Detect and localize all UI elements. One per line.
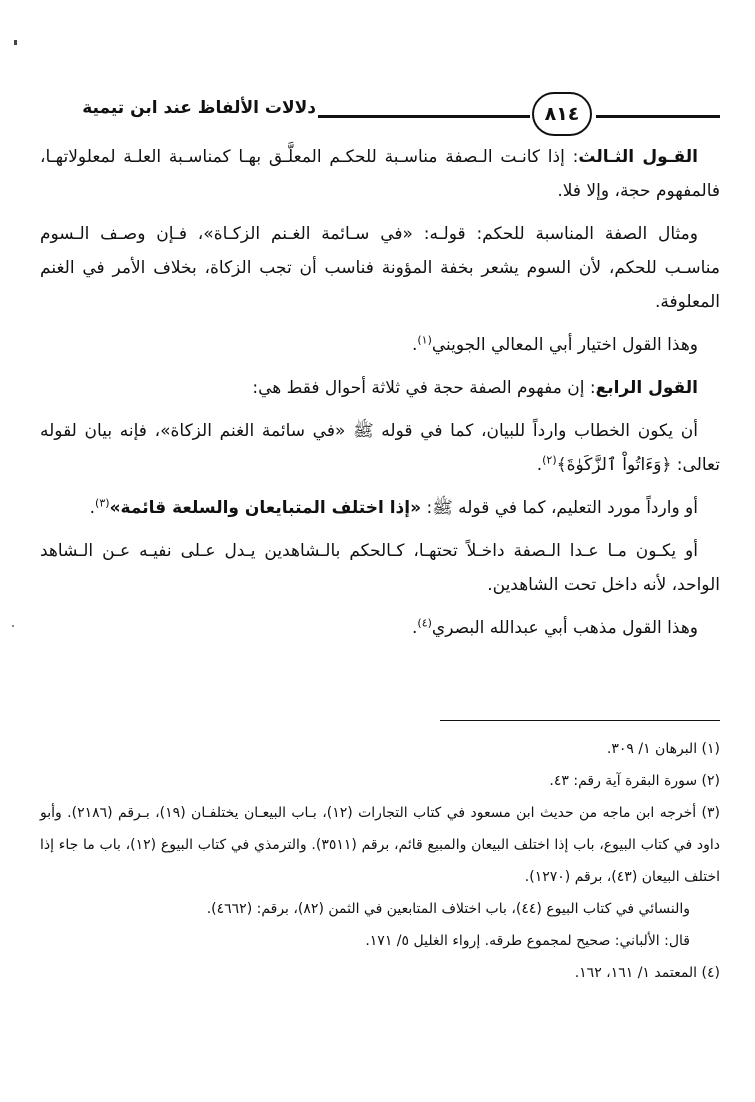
third-view-text: : إذا كانـت الـصفة مناسـبة للحكـم المعلَّـق بهـا كمناسـبة العلـة لمعلولاتهـا، فالمفهوم حجة، وإلا فلا. [40, 147, 720, 201]
running-title-wrap [40, 98, 720, 128]
main-text [40, 140, 720, 654]
third-view-heading: القـول الثـالث [578, 147, 699, 167]
fourth-view-heading: القول الرابع [595, 378, 698, 398]
page-number: ٨١٤ [544, 103, 580, 125]
case-witness-text: أو يكـون مـا عـدا الـصفة داخـلاً تحتهـا، كـالحكم بالـشاهدين يـدل عـلى نفيـه عـن الـشاهد الواحد، لأنه داخل تحت الشاهدين. [40, 541, 720, 595]
paragraph-case-taalim [40, 491, 720, 525]
footnote-2: (٢) سورة البقرة آية رقم: ٤٣. [549, 773, 720, 789]
scan-mark [14, 40, 17, 45]
paragraph-fourth-view [40, 371, 720, 405]
footnote-ref-2[interactable]: (٢) [542, 453, 557, 467]
running-title: دلالات الألفاظ عند ابن تيمية [40, 98, 316, 118]
fourth-view-text: : إن مفهوم الصفة حجة في ثلاثة أحوال فقط هي: [252, 378, 596, 398]
paragraph-example [40, 217, 720, 319]
period: . [536, 455, 543, 475]
basri-text: وهذا القول مذهب أبي عبدالله البصري [431, 618, 698, 638]
footnote-separator [440, 720, 720, 721]
scan-dot [12, 625, 14, 627]
case-bayan-text: أن يكون الخطاب وارداً للبيان، كما في قوله ﷺ «في سائمة الغنم الزكاة»، فإنه بيان لقوله تعالى: ﴿وَءَاتُواْ ٱلزَّكَوٰةَ﴾ [40, 421, 720, 475]
paragraph-case-bayan [40, 414, 720, 482]
footnote-1: (١) البرهان ١/ ٣٠٩. [606, 741, 720, 757]
footnotes [40, 733, 720, 989]
example-text: ومثال الصفة المناسبة للحكم: قولـه: «في سـائمة الغـنم الزكـاة»، فـإن وصـف الـسوم مناسـب للحكم، لأن السوم يشعر بخفة المؤونة فناسب أن تجب الزكاة، بخلاف الأمر في الغنم المعلوفة. [40, 224, 720, 312]
footnote-3-albani: قال: الألباني: صحيح لمجموع طرقه. إرواء الغليل ٥/ ١٧١. [365, 933, 690, 949]
footnote-ref-4[interactable]: (٤) [417, 616, 432, 630]
paragraph-third-view [40, 140, 720, 208]
hadith-quote: «إذا اختلف المتبايعان والسلعة قائمة» [109, 498, 422, 518]
paragraph-basri [40, 611, 720, 645]
footnote-3: (٣) أخرجه ابن ماجه من حديث ابن مسعود في كتاب التجارات (١٢)، بـاب البيعـان يختلفـان (١٩)، بـرقم (٢١٨٦). وأبو داود في كتاب البيوع، باب إذا اختلف البيعان والمبيع قائم، برقم (٣٥١١). والترمذي في كتاب البيوع (١٢)، باب ما جاء إذا اختلف البيعان (٤٣)، برقم (١٢٧٠). [40, 805, 721, 885]
case-taalim-text: أو وارداً مورد التعليم، كما في قوله ﷺ: [421, 498, 698, 518]
footnote-4: (٤) المعتمد ١/ ١٦١، ١٦٢. [574, 965, 720, 981]
page-header [40, 90, 720, 136]
period: . [89, 498, 96, 518]
footnote-3-continued: والنسائي في كتاب البيوع (٤٤)، باب اختلاف المتابعين في الثمن (٨٢)، برقم: (٤٦٦٢). [206, 901, 690, 917]
period: . [411, 618, 418, 638]
footnote-ref-1[interactable]: (١) [417, 333, 432, 347]
period: . [411, 335, 418, 355]
footnote-ref-3[interactable]: (٣) [95, 496, 110, 510]
paragraph-case-witness [40, 534, 720, 602]
paragraph-juwayni [40, 328, 720, 362]
juwayni-text: وهذا القول اختيار أبي المعالي الجويني [431, 335, 698, 355]
